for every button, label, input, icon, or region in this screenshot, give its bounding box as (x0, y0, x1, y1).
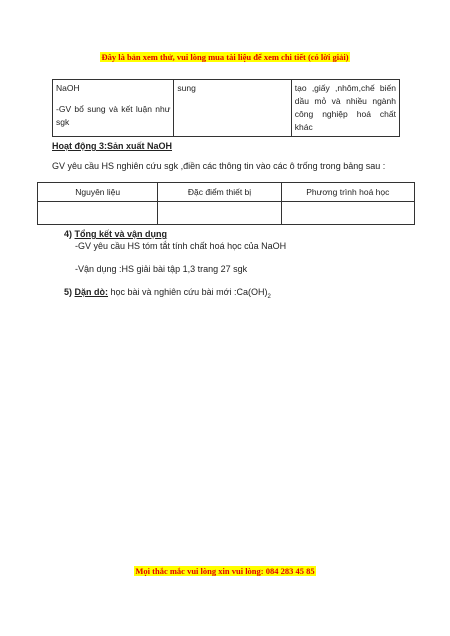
section4-number: 4) (64, 229, 73, 239)
table-cell: sung (174, 80, 291, 137)
section5-number: 5) (64, 287, 73, 297)
table-header-row (38, 183, 415, 202)
cell-text: -GV bổ sung và kết luận như sgk (56, 104, 171, 127)
contact-banner-text: Mọi thắc mắc vui lòng xin vui lòng: 084 283 45 85 (135, 566, 315, 576)
production-table (37, 182, 415, 225)
activity3-title: Hoạt động 3:Sản xuất NaOH (52, 141, 173, 151)
section4-heading (64, 229, 167, 239)
section5-subscript: 2 (267, 293, 271, 300)
empty-cell (38, 202, 158, 225)
table-row (53, 80, 400, 137)
table-row (38, 202, 415, 225)
empty-cell (281, 202, 414, 225)
header-cell: Nguyên liệu (38, 183, 158, 202)
preview-banner-text: Đây là bản xem thử, vui lòng mua tài liệu để xem chi tiết (có lời giải) (101, 52, 349, 62)
header-cell: Phương trình hoá học (281, 183, 414, 202)
section5-title: Dặn dò: (74, 287, 109, 297)
contact-banner (0, 566, 450, 576)
activity3-text: GV yêu cầu HS nghiên cứu sgk ,điền các thông tin vào các ô trống trong bảng sau : (52, 161, 386, 171)
empty-cell (158, 202, 281, 225)
preview-banner (0, 52, 450, 62)
section5-text: học bài và nghiên cứu bài mới :Ca(OH) (108, 287, 268, 297)
section4-line1: -GV yêu cầu HS tóm tắt tính chất hoá học của NaOH (75, 241, 287, 251)
section4-title: Tổng kết và vận dụng (74, 229, 168, 239)
section4-line2: -Vận dụng :HS giải bài tập 1,3 trang 27 sgk (75, 264, 248, 274)
section5-heading (64, 287, 271, 300)
cell-text: NaOH (56, 83, 80, 93)
table-cell: tạo ,giấy ,nhôm,chế biến dầu mỏ và nhiều ngành công nghiệp hoá chất khác (291, 80, 399, 137)
table-cell (53, 80, 174, 137)
header-cell: Đặc điểm thiết bị (158, 183, 281, 202)
continuation-table (52, 79, 400, 137)
